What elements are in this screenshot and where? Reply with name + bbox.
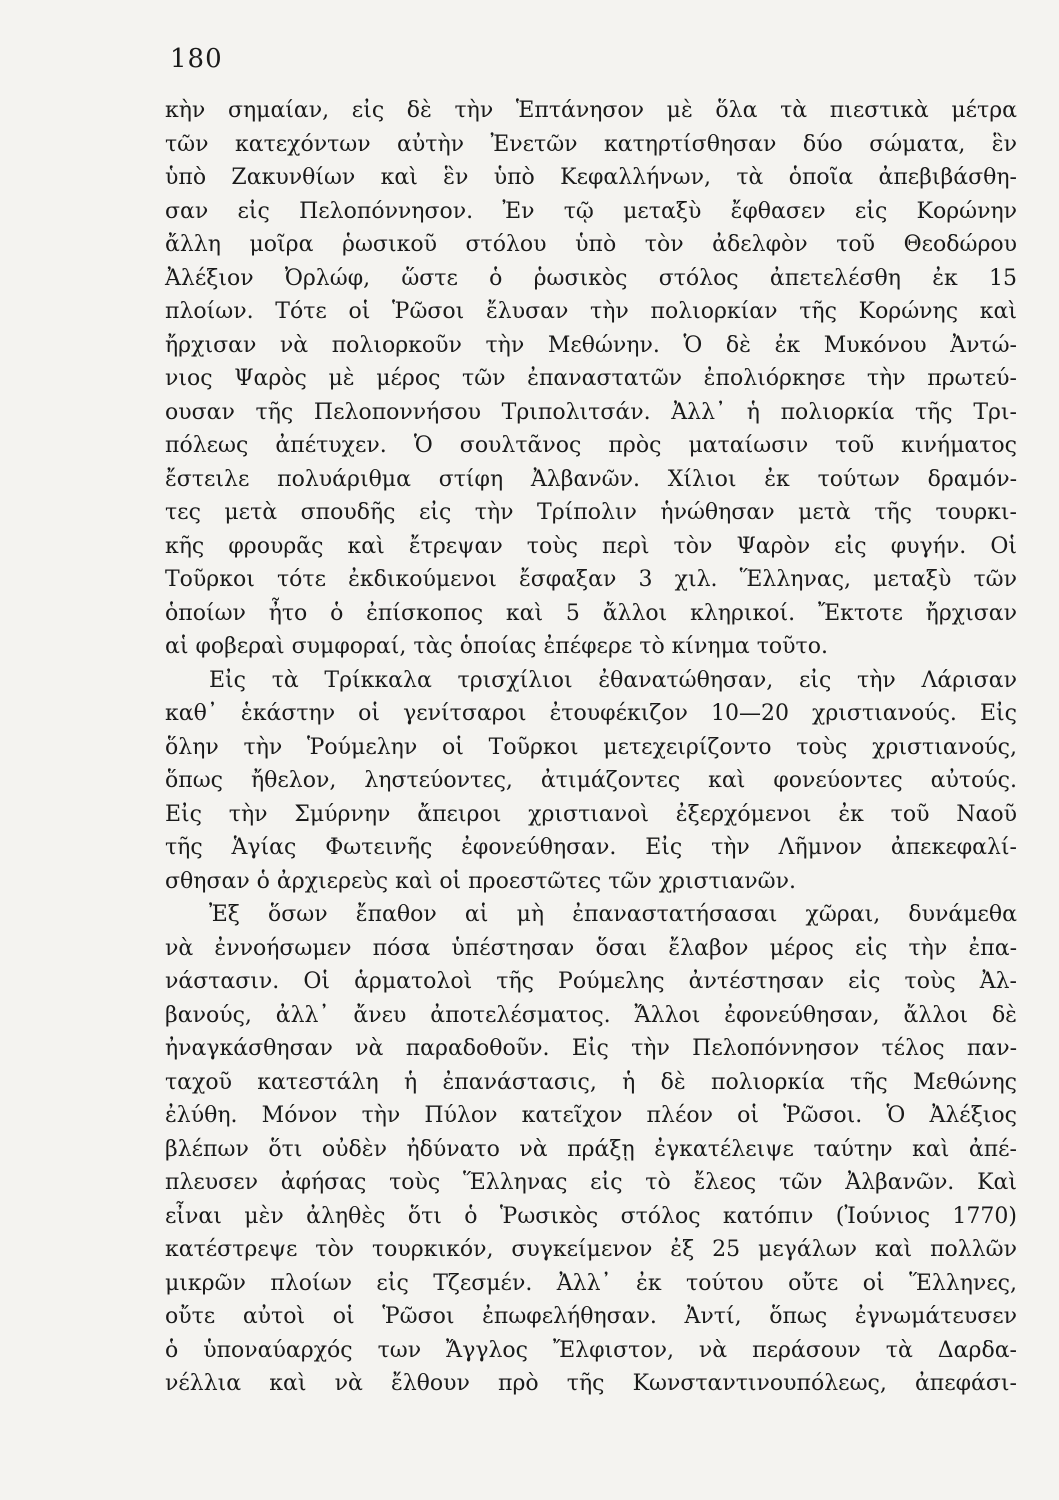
text-line: ἄλλη μοῖρα ῥωσικοῦ στόλου ὑπὸ τὸν ἀδελφὸν τοῦ Θεοδώρου — [165, 232, 1017, 257]
text-line: τῆς Ἁγίας Φωτεινῆς ἐφονεύθησαν. Εἰς τὴν Λῆμνον ἀπεκεφαλί- — [165, 835, 1017, 860]
text-line: Ἀλέξιον Ὀρλώφ, ὥστε ὁ ῥωσικὸς στόλος ἀπετελέσθη ἐκ 15 — [165, 265, 1017, 291]
text-line: νάστασιν. Οἱ ἁρματολοὶ τῆς Ρούμελης ἀντέστησαν εἰς τοὺς Ἀλ- — [165, 969, 1017, 994]
text-line: κῆς φρουρᾶς καὶ ἔτρεψαν τοὺς περὶ τὸν Ψαρὸν εἰς φυγήν. Οἱ — [165, 533, 1017, 559]
text-line: νιος Ψαρὸς μὲ μέρος τῶν ἐπαναστατῶν ἐπολιόρκησε τὴν πρωτεύ- — [165, 366, 1017, 391]
text-line: Τοῦρκοι τότε ἐκδικούμενοι ἔσφαξαν 3 χιλ. Ἕλληνας, μεταξὺ τῶν — [165, 567, 1017, 592]
body-text — [165, 94, 1017, 1401]
text-line: Ἐξ ὅσων ἔπαθον αἱ μὴ ἐπαναστατήσασαι χῶραι, δυνάμεθα — [209, 902, 1017, 927]
text-line: πλοίων. Τότε οἱ Ῥῶσοι ἔλυσαν τὴν πολιορκίαν τῆς Κορώνης καὶ — [165, 299, 1017, 324]
text-line: κατέστρεψε τὸν τουρκικόν, συγκείμενον ἐξ 25 μεγάλων καὶ πολλῶν — [165, 1237, 1017, 1262]
text-line: βανούς, ἀλλ᾽ ἄνευ ἀποτελέσματος. Ἄλλοι ἐφονεύθησαν, ἄλλοι δὲ — [165, 1002, 1017, 1028]
text-line: ουσαν τῆς Πελοποννήσου Τριπολιτσάν. Ἀλλ᾽ ἡ πολιορκία τῆς Τρι- — [165, 399, 1017, 425]
text-line: πόλεως ἀπέτυχεν. Ὁ σουλτᾶνος πρὸς ματαίωσιν τοῦ κινήματος — [165, 433, 1017, 458]
text-line: πλευσεν ἀφήσας τοὺς Ἕλληνας εἰς τὸ ἔλεος τῶν Ἀλβανῶν. Καὶ — [165, 1170, 1017, 1195]
text-line: ὁποίων ἦτο ὁ ἐπίσκοπος καὶ 5 ἄλλοι κληρικοί. Ἔκτοτε ἤρχισαν — [165, 600, 1017, 626]
text-line: οὔτε αὐτοὶ οἱ Ῥῶσοι ἐπωφελήθησαν. Ἀντί, ὅπως ἐγνωμάτευσεν — [165, 1304, 1017, 1329]
page-number: 180 — [170, 44, 223, 74]
text-line: κὴν σημαίαν, εἰς δὲ τὴν Ἑπτάνησον μὲ ὅλα τὰ πιεστικὰ μέτρα — [165, 98, 1017, 123]
text-line: ἤρχισαν νὰ πολιορκοῦν τὴν Μεθώνην. Ὁ δὲ ἐκ Μυκόνου Ἀντώ- — [165, 332, 1017, 358]
text-line: νέλλια καὶ νὰ ἔλθουν πρὸ τῆς Κωνσταντινουπόλεως, ἀπεφάσι- — [165, 1371, 1017, 1396]
text-line: σαν εἰς Πελοπόννησον. Ἐν τῷ μεταξὺ ἔφθασεν εἰς Κορώνην — [165, 198, 1017, 224]
text-line: ἐλύθη. Μόνον τὴν Πύλον κατεῖχον πλέον οἱ Ῥῶσοι. Ὁ Ἀλέξιος — [165, 1103, 1017, 1128]
text-line: ταχοῦ κατεστάλη ἡ ἐπανάστασις, ἡ δὲ πολιορκία τῆς Μεθώνης — [165, 1069, 1017, 1095]
text-line: καθ᾽ ἑκάστην οἱ γενίτσαροι ἐτουφέκιζον 10—20 χριστιανούς. Εἰς — [165, 701, 1017, 726]
text-line: σθησαν ὁ ἀρχιερεὺς καὶ οἱ προεστῶτες τῶν χριστιανῶν. — [165, 868, 796, 894]
text-line: Εἰς τὴν Σμύρνην ἄπειροι χριστιανοὶ ἐξερχόμενοι ἐκ τοῦ Ναοῦ — [165, 801, 1017, 827]
text-line: εἶναι μὲν ἀληθὲς ὅτι ὁ Ῥωσικὸς στόλος κατόπιν (Ἰούνιος 1770) — [165, 1203, 1017, 1229]
text-line: ὁ ὑποναύαρχός των Ἄγγλος Ἔλφιστον, νὰ περάσουν τὰ Δαρδα- — [165, 1337, 1017, 1363]
text-line: Εἰς τὰ Τρίκκαλα τρισχίλιοι ἐθανατώθησαν, εἰς τὴν Λάρισαν — [209, 667, 1017, 693]
text-line: ὅλην τὴν Ῥούμελην οἱ Τοῦρκοι μετεχειρίζοντο τοὺς χριστιανούς, — [165, 734, 1017, 760]
text-line: βλέπων ὅτι οὐδὲν ἠδύνατο νὰ πράξῃ ἐγκατέλειψε ταύτην καὶ ἀπέ- — [165, 1136, 1017, 1162]
text-line: ἔστειλε πολυάριθμα στίφη Ἀλβανῶν. Χίλιοι ἐκ τούτων δραμόν- — [165, 466, 1017, 492]
text-line: ἠναγκάσθησαν νὰ παραδοθοῦν. Εἰς τὴν Πελοπόννησον τέλος παν- — [165, 1036, 1017, 1061]
text-line: ὑπὸ Ζακυνθίων καὶ ἓν ὑπὸ Κεφαλλήνων, τὰ ὁποῖα ἀπεβιβάσθη- — [165, 165, 1017, 190]
text-line: μικρῶν πλοίων εἰς Τζεσμέν. Ἀλλ᾽ ἐκ τούτου οὔτε οἱ Ἕλληνες, — [165, 1270, 1017, 1296]
text-line: τες μετὰ σπουδῆς εἰς τὴν Τρίπολιν ἡνώθησαν μετὰ τῆς τουρκι- — [165, 500, 1017, 525]
text-line: ὅπως ἤθελον, ληστεύοντες, ἀτιμάζοντες καὶ φονεύοντες αὐτούς. — [165, 768, 1017, 793]
text-line: τῶν κατεχόντων αὐτὴν Ἐνετῶν κατηρτίσθησαν δύο σώματα, ἓν — [165, 131, 1017, 157]
text-line: νὰ ἐννοήσωμεν πόσα ὑπέστησαν ὅσαι ἔλαβον μέρος εἰς τὴν ἐπα- — [165, 935, 1017, 961]
text-line: αἱ φοβεραὶ συμφοραί, τὰς ὁποίας ἐπέφερε τὸ κίνημα τοῦτο. — [165, 634, 828, 659]
